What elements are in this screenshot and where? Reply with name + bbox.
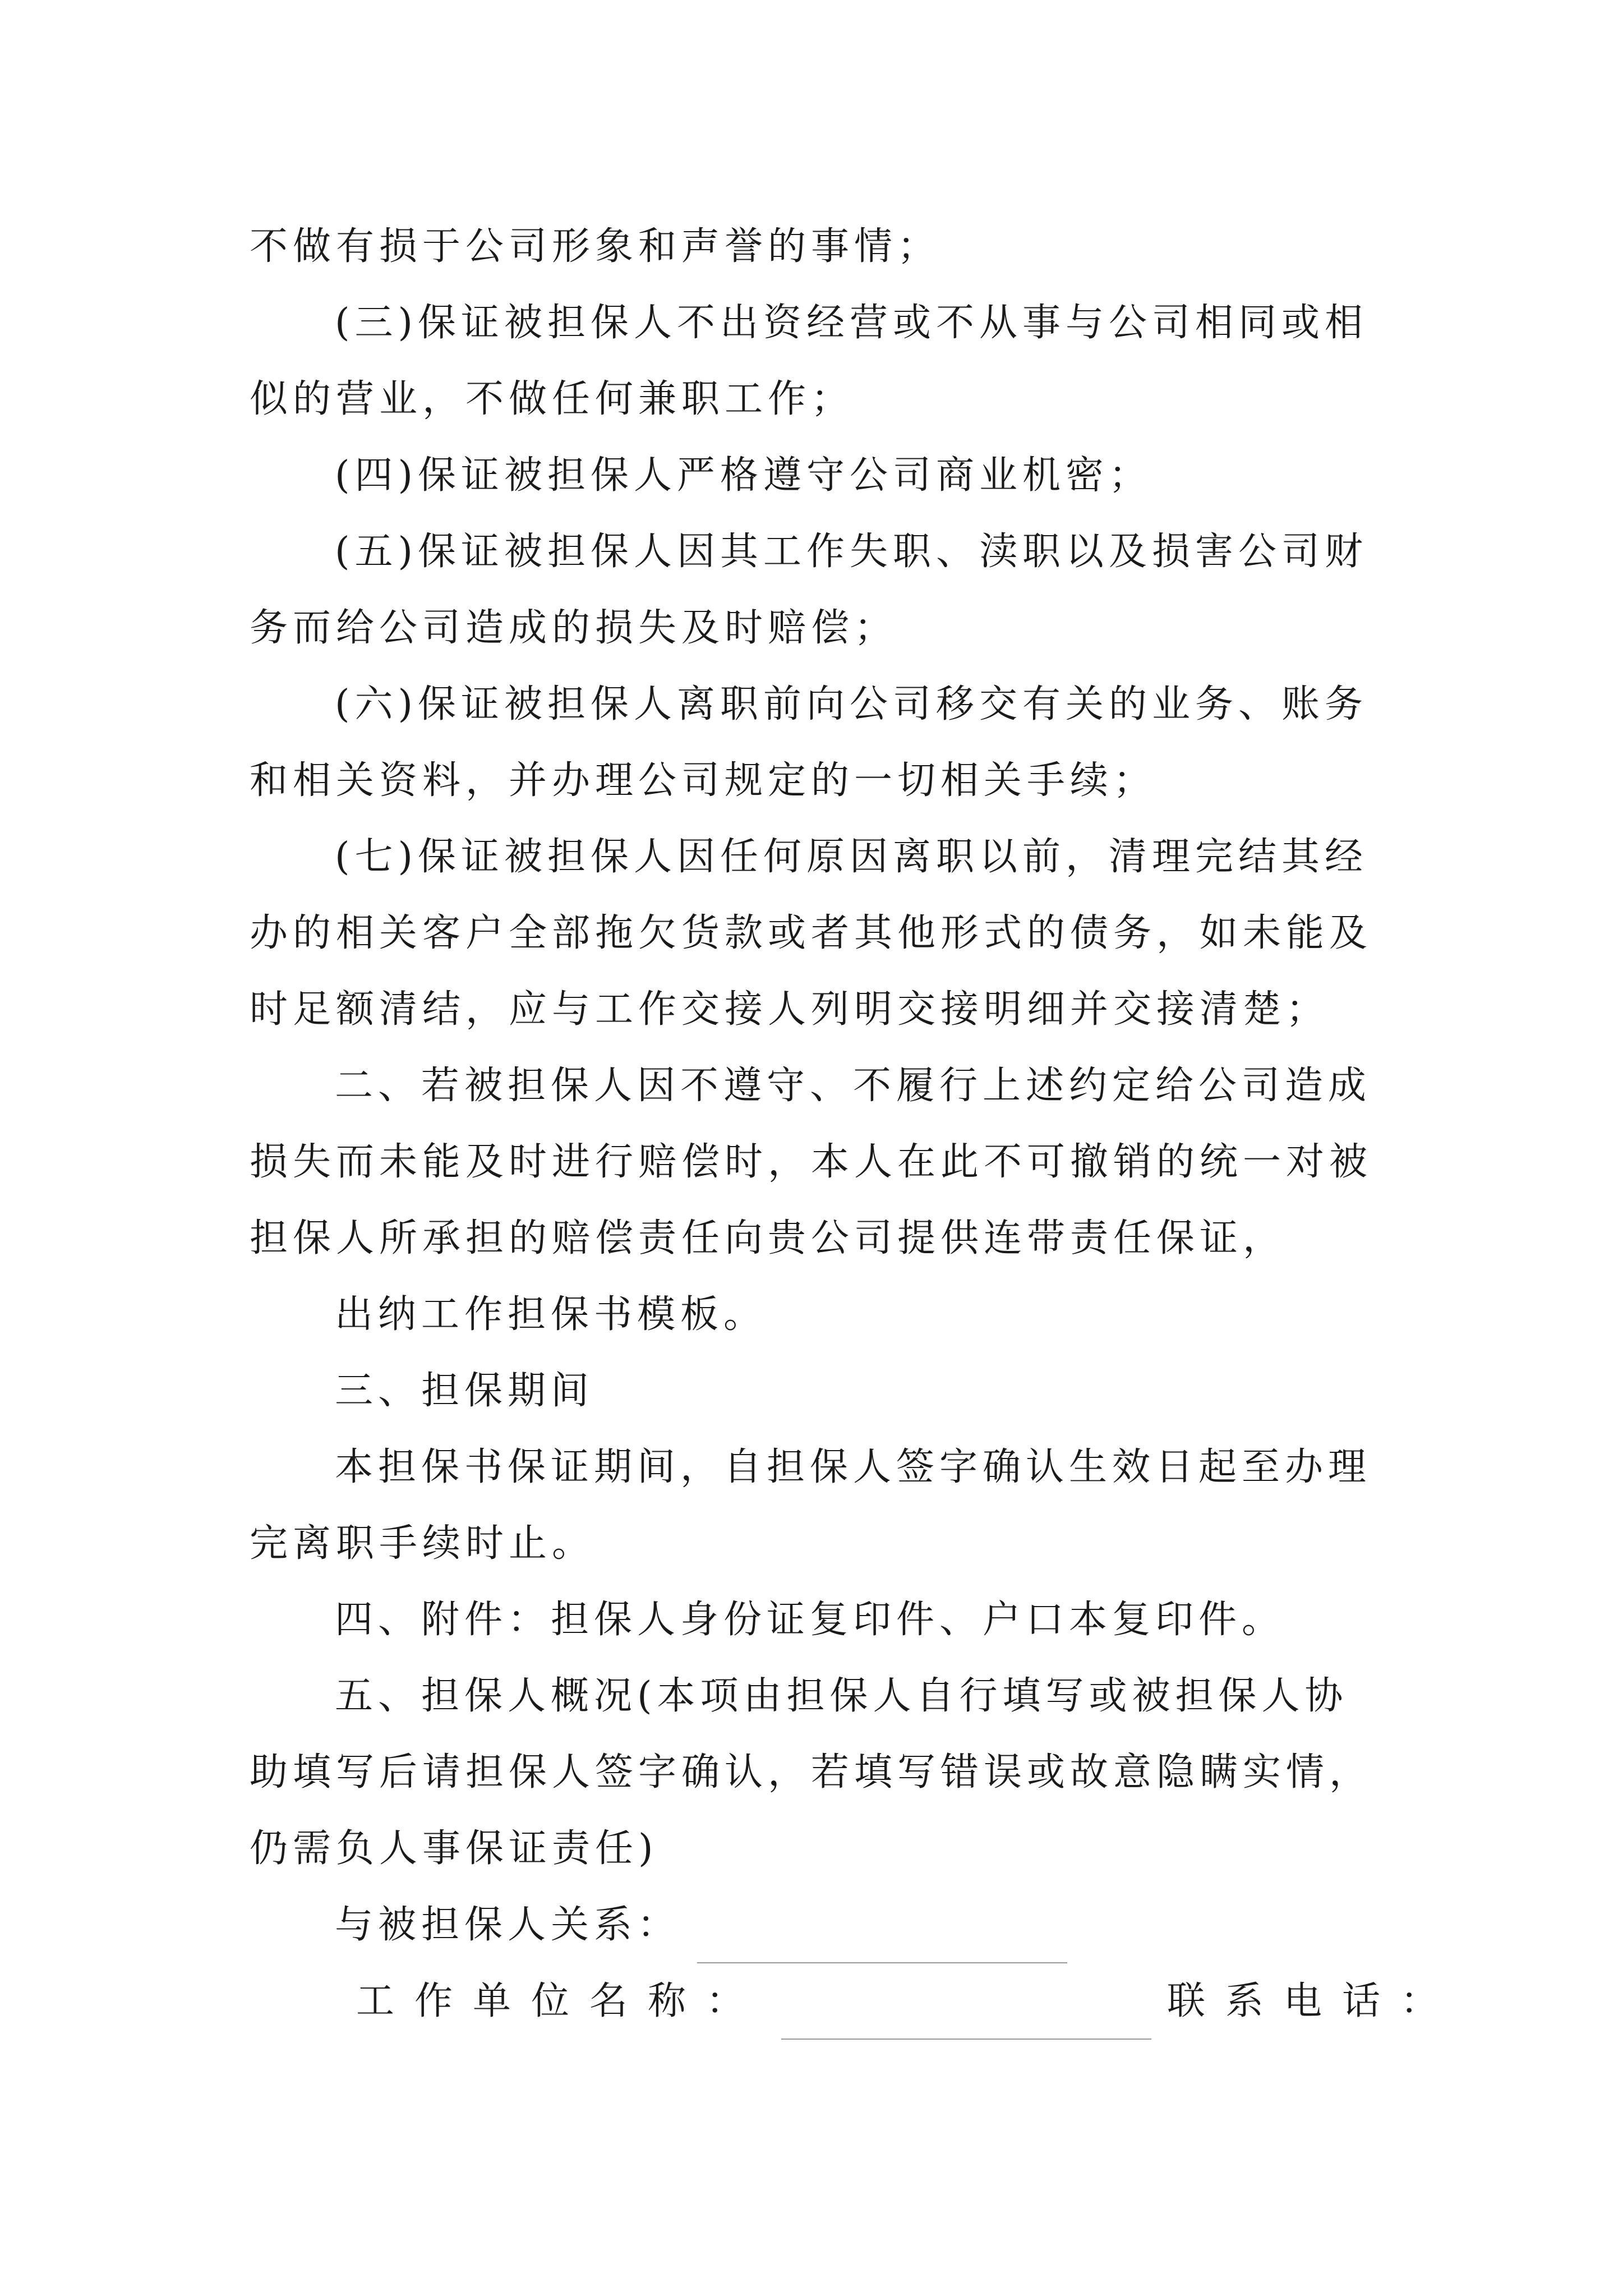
paragraph-line: 完离职手续时止。 [250,1521,596,1566]
document-body [250,209,1459,2040]
paragraph-line: 和相关资料，并办理公司规定的一切相关手续； [250,758,1157,803]
paragraph-line: 时足额清结，应与工作交接人列明交接明细并交接清楚； [250,987,1330,1032]
unit-blank[interactable] [781,1987,1151,2040]
relation-field-row [250,1887,1388,1963]
relation-label: 与被担保人关系： [335,1903,681,1947]
paragraph-line: 损失而未能及时进行赔偿时，本人在此不可撤销的统一对被 [250,1140,1373,1184]
paragraph-line: 似的营业，不做任何兼职工作； [250,377,855,421]
paragraph-line: 务而给公司造成的损失及时赔偿； [250,606,898,650]
paragraph-line: 二、若被担保人因不遵守、不履行上述约定给公司造成 [335,1064,1372,1108]
paragraph-line: (三)保证被担保人不出资经营或不从事与公司相同或相 [335,301,1368,345]
paragraph-line: 仍需负人事保证责任) [250,1826,658,1871]
unit-label: 工作单位名称： [356,1979,765,2023]
relation-blank[interactable] [697,1911,1067,1963]
paragraph-line: (五)保证被担保人因其工作失职、渎职以及损害公司财 [335,530,1368,574]
paragraph-line: 本担保书保证期间，自担保人签字确认生效日起至办理 [335,1445,1372,1489]
section-heading: 三、担保期间 [335,1369,594,1413]
paragraph-line: 不做有损于公司形象和声誉的事情； [250,224,941,269]
paragraph-line: 担保人所承担的赔偿责任向贵公司提供连带责任保证， [250,1216,1287,1260]
paragraph-line: (六)保证被担保人离职前向公司移交有关的业务、账务 [335,682,1368,726]
paragraph-line: (七)保证被担保人因任何原因离职以前，清理完结其经 [335,835,1368,879]
unit-phone-row [250,1963,1459,2040]
paragraph-line: 四、附件：担保人身份证复印件、户口本复印件。 [335,1598,1285,1642]
paragraph-line: (四)保证被担保人严格遵守公司商业机密； [335,453,1152,498]
paragraph-line: 助填写后请担保人签字确认，若填写错误或故意隐瞒实情， [250,1750,1373,1795]
phone-label: 联系电话： [1167,1979,1459,2023]
paragraph-line: 办的相关客户全部拖欠货款或者其他形式的债务，如未能及 [250,911,1373,955]
paragraph-line: 出纳工作担保书模板。 [335,1292,767,1337]
paragraph-line: 五、担保人概况(本项由担保人自行填写或被担保人协 [335,1674,1348,1718]
